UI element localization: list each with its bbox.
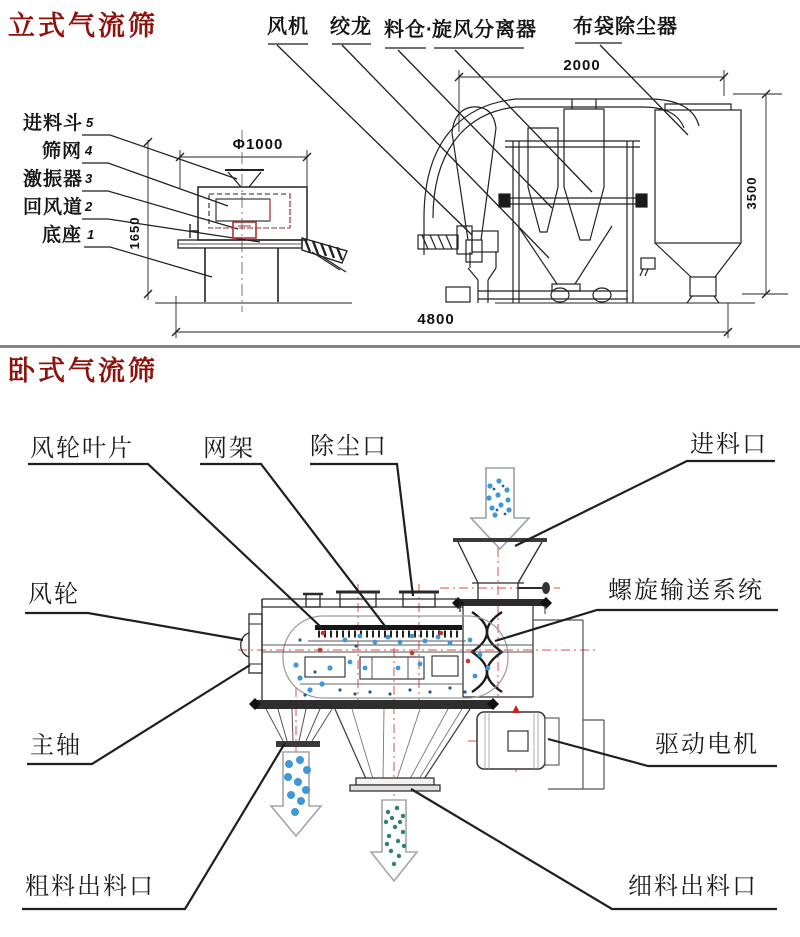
fine-outlet-hopper [335,709,470,881]
num-feed-hopper: 5 [86,115,94,130]
num-base: 1 [87,227,95,242]
system-drawing [172,70,788,338]
label-bag-dust-collector: 布袋除尘器 [573,16,678,38]
label-feed-hopper: 进料斗 [23,113,84,134]
label-base: 底座 [42,225,83,246]
num-screen-mesh: 4 [85,143,93,158]
label-dot-separator: · [426,19,434,41]
dim-top-width: 2000 [563,56,601,74]
label-feed-inlet: 进料口 [690,431,768,458]
label-wind-wheel: 风轮 [28,581,80,608]
label-dust-port: 除尘口 [310,433,388,460]
num-return-duct: 2 [85,199,93,214]
coarse-outlet [266,709,332,836]
label-auger: 绞龙 [330,16,372,38]
label-cyclone-separator: 旋风分离器 [432,19,537,41]
label-return-duct: 回风道 [23,197,84,218]
dim-left-height: 1650 [126,216,142,250]
label-main-shaft: 主轴 [30,732,82,759]
sieve-body [241,592,533,710]
label-vibrator: 激振器 [23,169,84,190]
bottom-screw-conveyor [446,287,628,302]
part-leader-lines [82,135,260,277]
horizontal-section-title: 卧式气流筛 [8,356,158,386]
dim-hopper-diameter: Φ1000 [232,135,284,153]
bag-dust-collector [640,104,741,303]
label-mesh-frame: 网架 [203,435,255,462]
num-vibrator: 3 [85,171,93,186]
silo [499,99,647,303]
label-coarse-outlet: 粗料出料口 [25,873,155,900]
label-drive-motor: 驱动电机 [655,731,759,758]
dim-total-width: 4800 [417,310,455,328]
label-screen-mesh: 筛网 [42,141,83,162]
drive-motor [477,705,559,769]
vertical-section-title: 立式气流筛 [8,11,158,41]
dim-right-height: 3500 [743,176,759,210]
label-impeller-blade: 风轮叶片 [30,435,134,462]
label-fine-outlet: 细料出料口 [628,873,758,900]
label-fan: 风机 [267,16,309,38]
vertical-section-drawing [0,0,800,347]
label-silo: 料仓 [384,19,426,41]
feed-hopper [452,540,552,609]
system-leader-lines [268,43,688,258]
label-screw-conveyor: 螺旋输送系统 [608,577,764,604]
